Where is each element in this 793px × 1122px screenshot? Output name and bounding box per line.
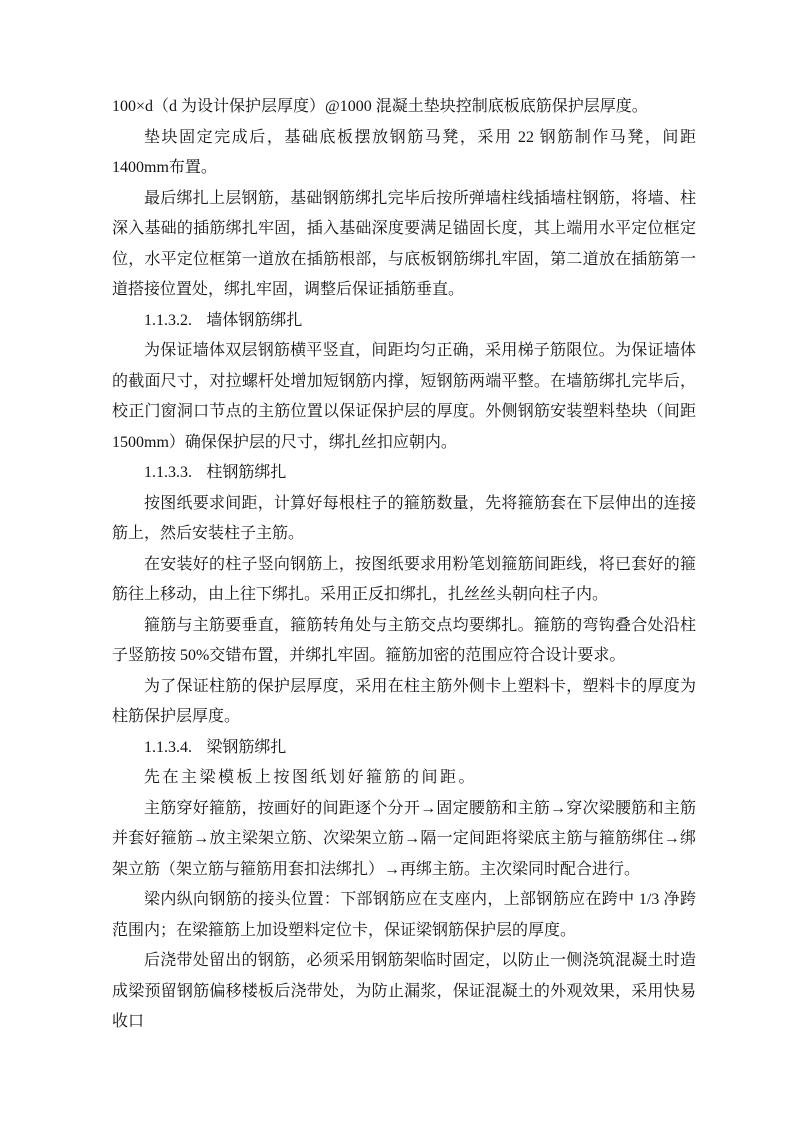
paragraph: 为了保证柱筋的保护层厚度，采用在柱主筋外侧卡上塑料卡，塑料卡的厚度为柱筋保护层厚度。 (112, 677, 696, 725)
paragraph: 主筋穿好箍筋，按画好的间距逐个分开→固定腰筋和主筋→穿次梁腰筋和主筋并套好箍筋→放主梁架立筋、次梁架立筋→隔一定间距将梁底主筋与箍筋绑住→绑架立筋（架立筋与箍筋用套扣法绑扎）→再绑主筋。主次梁同时配合进行。 (112, 799, 696, 878)
paragraph: 垫块固定完成后，基础底板摆放钢筋马凳，采用 22 钢筋制作马凳，间距 1400mm布置。 (112, 128, 696, 176)
paragraph: 按图纸要求间距，计算好每根柱子的箍筋数量，先将箍筋套在下层伸出的连接筋上，然后安装柱子主筋。 (112, 494, 696, 542)
section-number: 1.1.3.3. (144, 464, 192, 481)
paragraph: 梁内纵向钢筋的接头位置：下部钢筋应在支座内，上部钢筋应在跨中 1/3 净跨范围内；在梁箍筋上加设塑料定位卡，保证梁钢筋保护层的厚度。 (112, 891, 696, 939)
section-heading (112, 458, 696, 489)
section-number: 1.1.3.4. (144, 738, 192, 756)
document-content (112, 92, 696, 1038)
section-number: 1.1.3.2. (144, 311, 192, 329)
paragraph: 箍筋与主筋要垂直，箍筋转角处与主筋交点均要绑扎。箍筋的弯钩叠合处沿柱子竖筋按 50%交错布置，并绑扎牢固。箍筋加密的范围应符合设计要求。 (112, 616, 696, 664)
paragraph: 为保证墙体双层钢筋横平竖直，间距均匀正确，采用梯子筋限位。为保证墙体的截面尺寸，对拉螺杆处增加短钢筋内撑，短钢筋两端平整。在墙筋绑扎完毕后，校正门窗洞口节点的主筋位置以保证保护层的厚度。外侧钢筋安装塑料垫块（间距1500mm）确保保护层的尺寸，绑扎丝扣应朝内。 (112, 342, 696, 451)
section-title: 墙体钢筋绑扎 (206, 311, 303, 329)
paragraph: 在安装好的柱子竖向钢筋上，按图纸要求用粉笔划箍筋间距线，将已套好的箍筋往上移动，由上往下绑扎。采用正反扣绑扎，扎丝丝头朝向柱子内。 (112, 555, 696, 603)
section-heading (112, 306, 696, 337)
paragraph: 后浇带处留出的钢筋，必须采用钢筋架临时固定，以防止一侧浇筑混凝土时造成梁预留钢筋偏移楼板后浇带处，为防止漏浆，保证混凝土的外观效果，采用快易收口 (112, 952, 696, 1030)
section-heading (112, 733, 696, 764)
paragraph-continuation: 100×d（d 为设计保护层厚度）@1000 混凝土垫块控制底板底筋保护层厚度。 (112, 98, 648, 115)
paragraph: 先在主梁模板上按图纸划好箍筋的间距。 (144, 769, 478, 786)
section-title: 梁钢筋绑扎 (206, 738, 287, 756)
paragraph: 最后绑扎上层钢筋，基础钢筋绑扎完毕后按所弹墙柱线插墙柱钢筋，将墙、柱深入基础的插筋绑扎牢固，插入基础深度要满足锚固长度，其上端用水平定位框定位，水平定位框第一道放在插筋根部，与底板钢筋绑扎牢固，第二道放在插筋第一道搭接位置处，绑扎牢固，调整后保证插筋垂直。 (112, 189, 696, 298)
section-title: 柱钢筋绑扎 (206, 464, 287, 481)
